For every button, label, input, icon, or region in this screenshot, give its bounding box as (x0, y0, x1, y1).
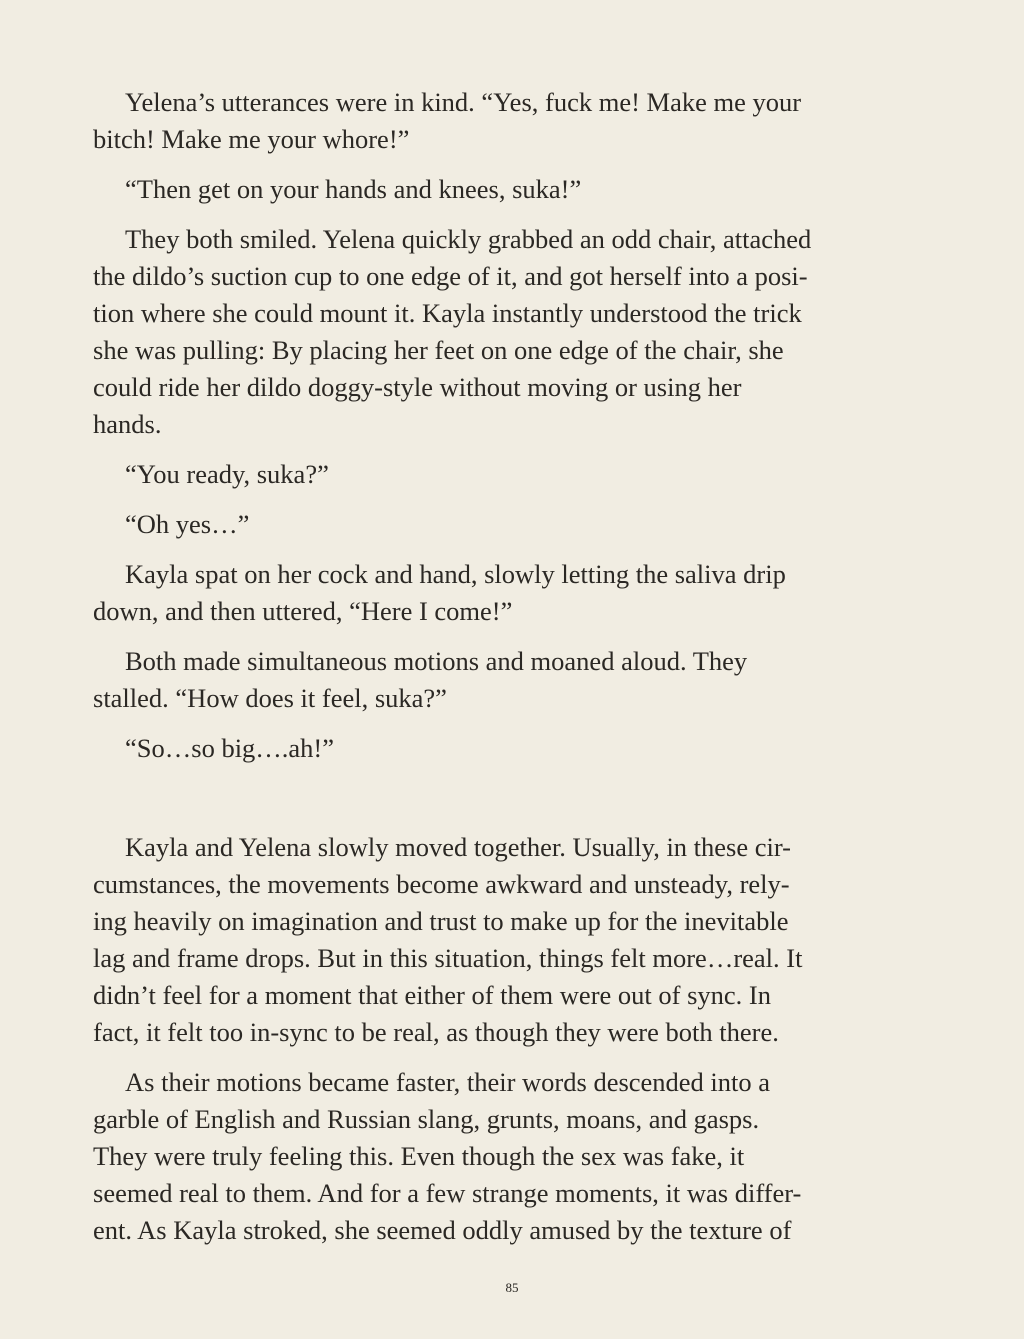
text-line: “Then get on your hands and knees, suka!” (125, 174, 582, 204)
text-line: Kayla and Yelena slowly moved together. Usually, in these cir- (125, 832, 791, 862)
text-line: hands. (93, 409, 162, 439)
text-line: cumstances, the movements become awkward and unsteady, rely- (93, 869, 790, 899)
paragraph (93, 171, 953, 208)
text-line: she was pulling: By placing her feet on one edge of the chair, she (93, 335, 784, 365)
text-line: fact, it felt too in-sync to be real, as though they were both there. (93, 1017, 779, 1047)
paragraph (93, 84, 953, 158)
text-line: didn’t feel for a moment that either of them were out of sync. In (93, 980, 771, 1010)
text-line: ing heavily on imagination and trust to make up for the inevitable (93, 906, 789, 936)
paragraph (93, 456, 953, 493)
paragraph (93, 643, 953, 717)
paragraph (93, 1064, 953, 1249)
text-line: seemed real to them. And for a few strange moments, it was differ- (93, 1178, 802, 1208)
paragraph (93, 829, 953, 1051)
text-line: the dildo’s suction cup to one edge of it, and got herself into a posi- (93, 261, 808, 291)
text-line: “Oh yes…” (125, 509, 250, 539)
text-line: ent. As Kayla stroked, she seemed oddly amused by the texture of (93, 1215, 792, 1245)
text-line: stalled. “How does it feel, suka?” (93, 683, 447, 713)
text-line: Kayla spat on her cock and hand, slowly letting the saliva drip (125, 559, 786, 589)
paragraph (93, 730, 953, 767)
text-line: Both made simultaneous motions and moaned aloud. They (125, 646, 748, 676)
text-line: Yelena’s utterances were in kind. “Yes, fuck me! Make me your (125, 87, 802, 117)
page-number: 85 (505, 1280, 519, 1295)
text-line: could ride her dildo doggy-style without moving or using her (93, 372, 742, 402)
text-line: lag and frame drops. But in this situation, things felt more…real. It (93, 943, 803, 973)
text-line: down, and then uttered, “Here I come!” (93, 596, 513, 626)
paragraph (93, 221, 953, 443)
text-line: “You ready, suka?” (125, 459, 329, 489)
text-line: They both smiled. Yelena quickly grabbed an odd chair, attached (125, 224, 812, 254)
page-body (93, 84, 953, 1262)
paragraph (93, 506, 953, 543)
text-line: bitch! Make me your whore!” (93, 124, 410, 154)
text-line: garble of English and Russian slang, grunts, moans, and gasps. (93, 1104, 760, 1134)
text-line: As their motions became faster, their words descended into a (125, 1067, 771, 1097)
text-line: “So…so big….ah!” (125, 733, 335, 763)
paragraph (93, 556, 953, 630)
text-line: tion where she could mount it. Kayla instantly understood the trick (93, 298, 802, 328)
text-line: They were truly feeling this. Even though the sex was fake, it (93, 1141, 745, 1171)
